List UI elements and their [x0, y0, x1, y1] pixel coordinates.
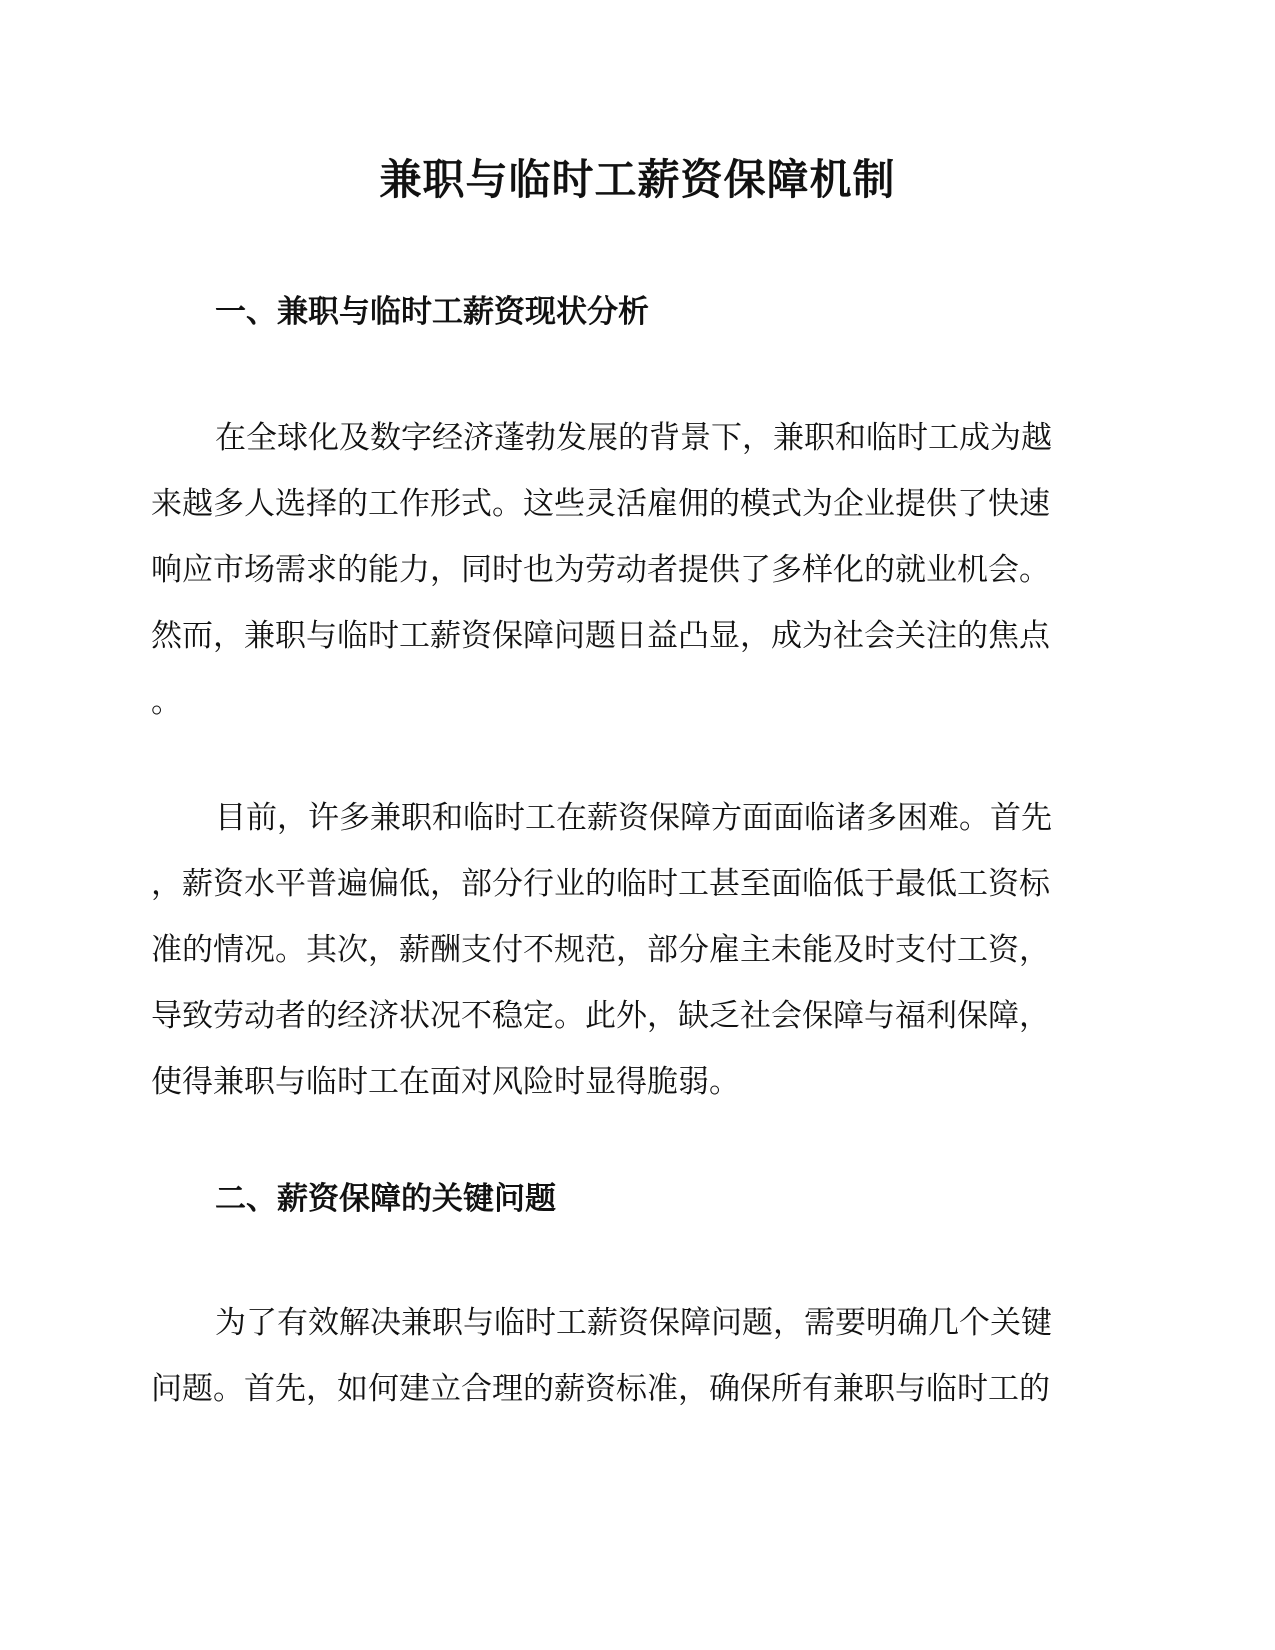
paragraph-line: 问题。首先，如何建立合理的薪资标准，确保所有兼职与临时工的 [151, 1371, 1050, 1407]
paragraph-3 [151, 1290, 1121, 1422]
paragraph-line: 响应市场需求的能力，同时也为劳动者提供了多样化的就业机会。 [151, 552, 1050, 588]
paragraph-2 [151, 785, 1121, 1115]
paragraph-line: 。 [151, 684, 182, 720]
section-heading-2: 二、薪资保障的关键问题 [215, 1181, 556, 1217]
paragraph-line: ，薪资水平普遍偏低，部分行业的临时工甚至面临低于最低工资标 [151, 866, 1050, 902]
paragraph-line: 准的情况。其次，薪酬支付不规范，部分雇主未能及时支付工资， [151, 932, 1050, 968]
paragraph-line: 导致劳动者的经济状况不稳定。此外，缺乏社会保障与福利保障， [151, 998, 1050, 1034]
paragraph-line: 然而，兼职与临时工薪资保障问题日益凸显，成为社会关注的焦点 [151, 618, 1050, 654]
paragraph-line: 目前，许多兼职和临时工在薪资保障方面面临诸多困难。首先 [215, 800, 1052, 836]
document-title: 兼职与临时工薪资保障机制 [379, 155, 896, 204]
paragraph-1 [151, 405, 1121, 735]
paragraph-line: 为了有效解决兼职与临时工薪资保障问题，需要明确几个关键 [215, 1305, 1052, 1341]
paragraph-line: 来越多人选择的工作形式。这些灵活雇佣的模式为企业提供了快速 [151, 486, 1050, 522]
section-heading-1: 一、兼职与临时工薪资现状分析 [215, 294, 649, 330]
paragraph-line: 使得兼职与临时工在面对风险时显得脆弱。 [151, 1064, 740, 1100]
paragraph-line: 在全球化及数字经济蓬勃发展的背景下，兼职和临时工成为越 [215, 420, 1052, 456]
